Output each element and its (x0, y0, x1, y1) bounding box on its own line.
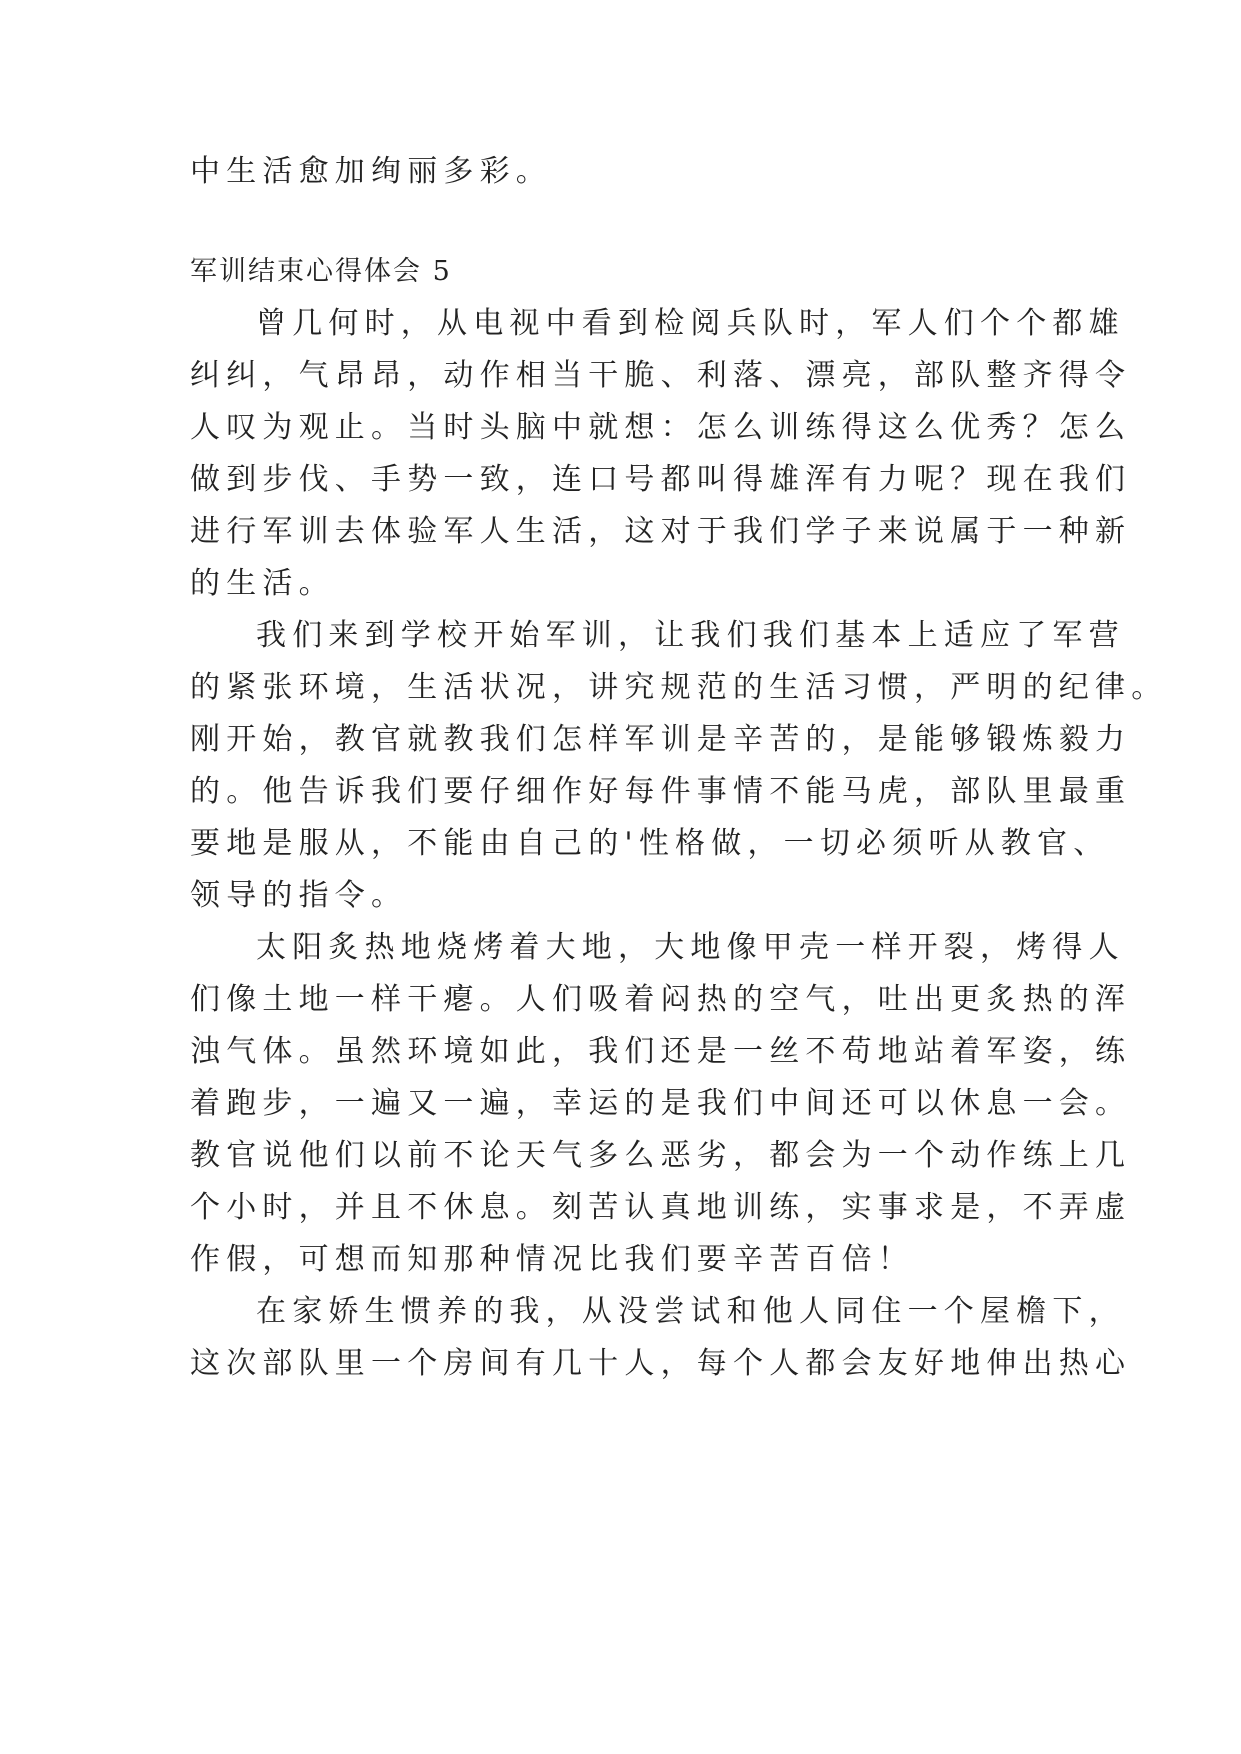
paragraph-line: 人叹为观止。当时头脑中就想：怎么训练得这么优秀？怎么 (190, 410, 1132, 445)
paragraph-line: 的紧张环境，生活状况，讲究规范的生活习惯，严明的纪律。 (190, 670, 1168, 705)
paragraph-line: 作假，可想而知那种情况比我们要辛苦百倍！ (190, 1242, 914, 1277)
text-line: 中生活愈加绚丽多彩。 (190, 154, 552, 189)
paragraph-line: 在家娇生惯养的我，从没尝试和他人同住一个屋檐下， (256, 1294, 1125, 1329)
paragraph-line: 纠纠，气昂昂，动作相当干脆、利落、漂亮，部队整齐得令 (190, 358, 1132, 393)
paragraph-line: 曾几何时，从电视中看到检阅兵队时，军人们个个都雄 (256, 306, 1125, 341)
paragraph-line: 们像土地一样干瘪。人们吸着闷热的空气，吐出更炙热的浑 (190, 982, 1132, 1017)
paragraph-line: 太阳炙热地烧烤着大地，大地像甲壳一样开裂，烤得人 (256, 930, 1125, 965)
paragraph-line: 着跑步，一遍又一遍，幸运的是我们中间还可以休息一会。 (190, 1086, 1132, 1121)
section-title: 军训结束心得体会 5 (190, 256, 452, 287)
paragraph-line: 这次部队里一个房间有几十人，每个人都会友好地伸出热心 (190, 1346, 1132, 1381)
paragraph-line: 教官说他们以前不论天气多么恶劣，都会为一个动作练上几 (190, 1138, 1132, 1173)
paragraph-line: 的生活。 (190, 566, 335, 601)
paragraph-line: 要地是服从，不能由自己的'性格做，一切必须听从教官、 (190, 826, 1110, 861)
paragraph-line: 刚开始，教官就教我们怎样军训是辛苦的，是能够锻炼毅力 (190, 722, 1132, 757)
paragraph-line: 做到步伐、手势一致，连口号都叫得雄浑有力呢？现在我们 (190, 462, 1132, 497)
paragraph-line: 进行军训去体验军人生活，这对于我们学子来说属于一种新 (190, 514, 1132, 549)
paragraph-line: 个小时，并且不休息。刻苦认真地训练，实事求是，不弄虚 (190, 1190, 1132, 1225)
paragraph-line: 浊气体。虽然环境如此，我们还是一丝不苟地站着军姿，练 (190, 1034, 1132, 1069)
paragraph-line: 我们来到学校开始军训，让我们我们基本上适应了军营 (256, 618, 1125, 653)
paragraph-line: 的。他告诉我们要仔细作好每件事情不能马虎，部队里最重 (190, 774, 1132, 809)
paragraph-line: 领导的指令。 (190, 878, 408, 913)
